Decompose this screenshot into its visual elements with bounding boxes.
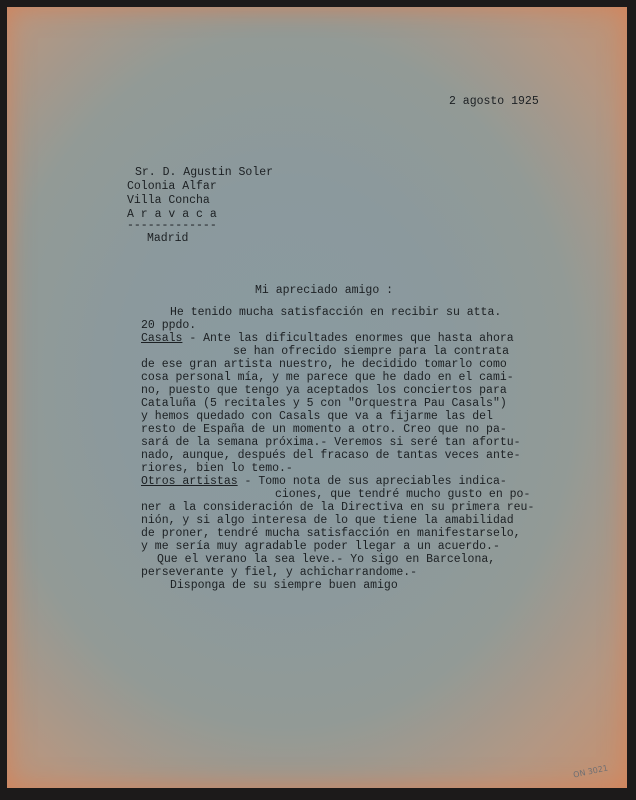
paragraph-line: cosa personal mía, y me parece que he dado en el cami- [141,371,514,384]
recipient-city: Madrid [147,232,189,245]
paragraph-line: y hemos quedado con Casals que va a fijarme las del [141,410,493,423]
paragraph-line: de ese gran artista nuestro, he decidido tomarlo como [141,358,507,371]
paragraph-line: He tenido mucha satisfacción en recibir su atta. [170,306,502,319]
closing-line: Disponga de su siempre buen amigo [170,579,398,592]
salutation: Mi apreciado amigo : [255,284,394,297]
paragraph-line: Cataluña (5 recitales y 5 con "Orquestra Pau Casals") [141,397,507,410]
paragraph-line: nión, y si algo interesa de lo que tiene la amabilidad [141,514,514,527]
casals-first-line [141,333,514,345]
section-heading-otros: Otros artistas [141,475,238,488]
paragraph-line: y me sería muy agradable poder llegar a un acuerdo.- [141,540,500,553]
recipient-address-1: Colonia Alfar [127,180,217,193]
closing-line: perseverante y fiel, y achicharrandome.- [141,566,418,579]
letter-date: 2 agosto 1925 [449,95,539,108]
paragraph-line: se han ofrecido siempre para la contrata [233,345,510,358]
paragraph-line: riores, bien lo temo.- [141,462,293,475]
paragraph-line: resto de España de un momento a otro. Creo que no pa- [141,423,507,436]
paragraph-line: sará de la semana próxima.- Veremos si seré tan afortu- [141,436,521,449]
paragraph-line: de proner, tendré mucha satisfacción en manifestarselo, [141,527,521,540]
paragraph-line: no, puesto que tengo ya aceptados los conciertos para [141,384,507,397]
paragraph-line: nado, aunque, después del fracaso de tantas veces ante- [141,449,521,462]
section-heading-casals: Casals [141,332,183,345]
paragraph-line: 20 ppdo. [141,319,197,332]
section-text: - Tomo nota de sus apreciables indica- [237,475,507,488]
otros-first-line [141,476,507,488]
recipient-name: Sr. D. Agustin Soler [135,166,274,179]
archive-note: ON 3021 [572,763,609,780]
paragraph-line: ciones, que tendré mucho gusto en po- [275,488,531,501]
recipient-address-2: Villa Concha [127,194,210,207]
recipient-address-3: A r a v a c a [127,208,217,221]
section-text: - Ante las dificultades enormes que hasta ahora [182,332,514,345]
letter-sheet [7,7,627,788]
recipient-rule: ------------- [127,219,217,232]
paragraph-line: ner a la consideración de la Directiva en su primera reu- [141,501,535,514]
closing-line: Que el verano la sea leve.- Yo sigo en Barcelona, [157,553,496,566]
